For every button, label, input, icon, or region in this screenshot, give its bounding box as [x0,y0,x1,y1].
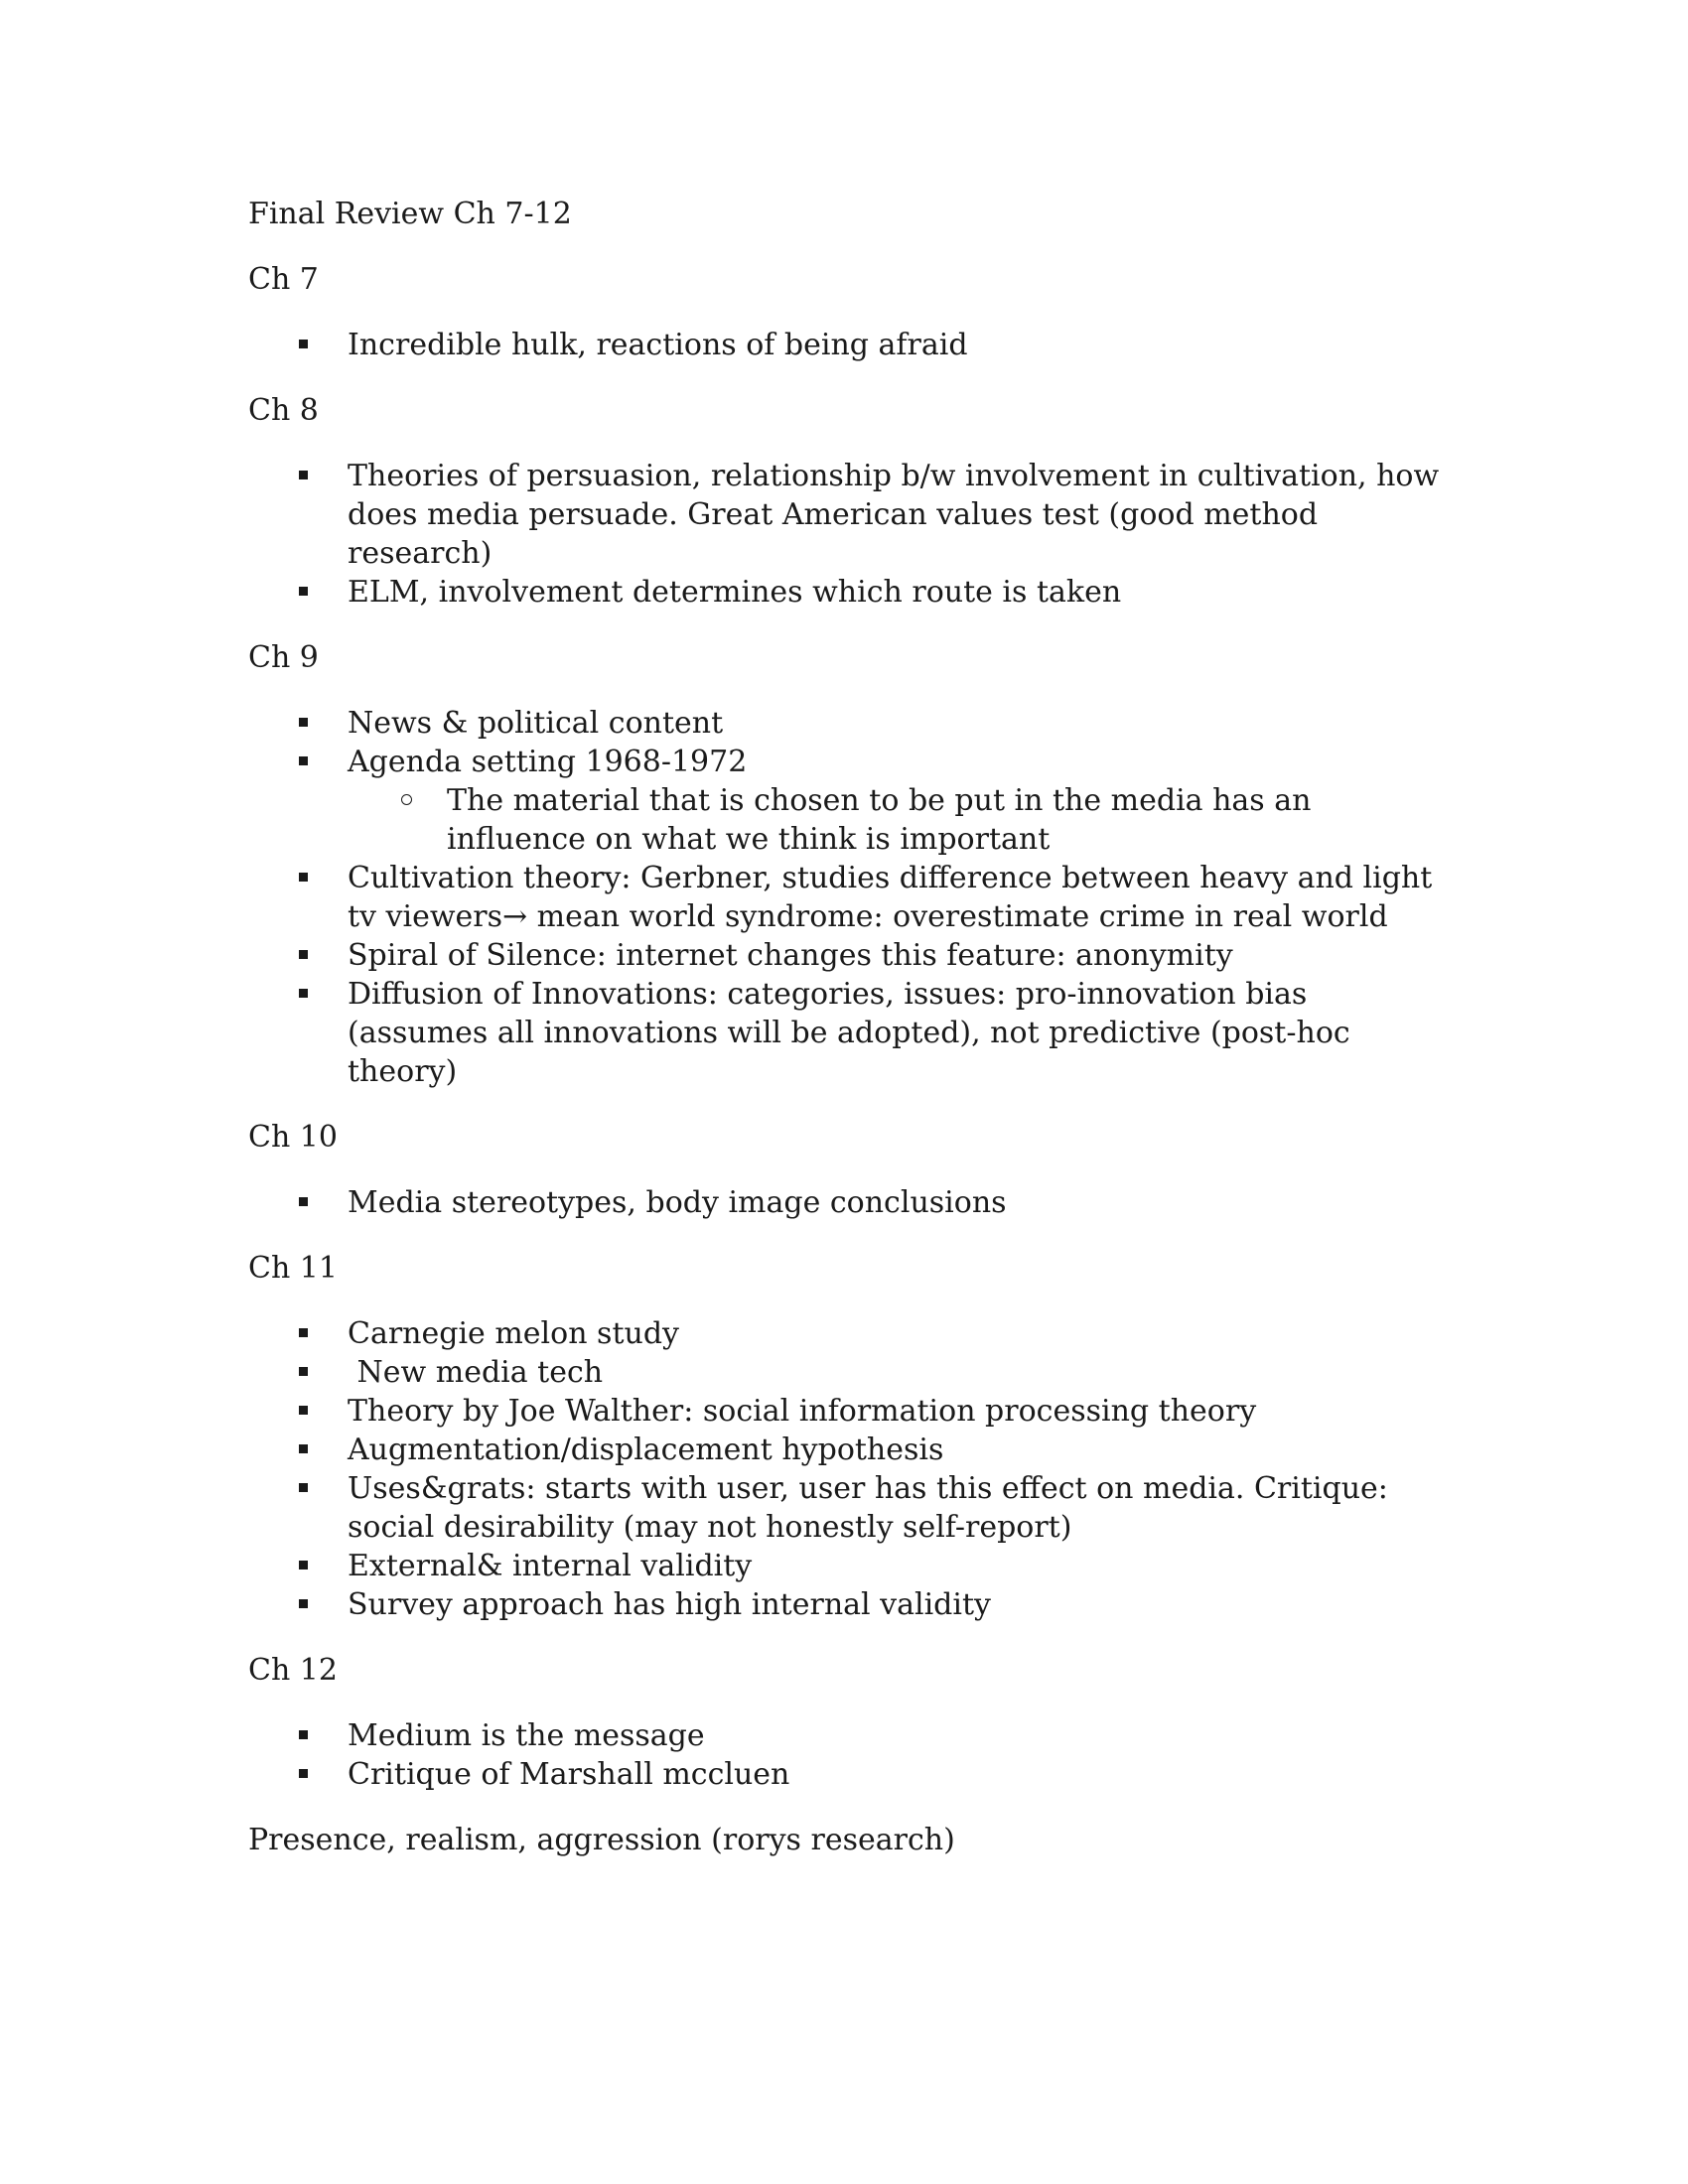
chapter-8 [248,391,1440,612]
square-bullet-icon [299,1483,308,1492]
bullet-list [248,704,1440,1091]
chapter-7 [248,260,1440,364]
list-item: Spiral of Silence: internet changes this feature: anonymity [348,936,1440,975]
list-item: ELM, involvement determines which route is taken [348,573,1440,612]
square-bullet-icon [299,718,308,727]
bullet-list [248,1716,1440,1794]
chapter-heading: Ch 10 [248,1120,338,1155]
square-bullet-icon [299,1444,308,1453]
square-bullet-icon [299,340,308,348]
circle-bullet-icon [401,794,412,805]
document-page [248,195,1440,1859]
chapter-9 [248,638,1440,1091]
bullet-list [248,1183,1440,1222]
square-bullet-icon [299,1367,308,1376]
chapter-heading: Ch 11 [248,1251,338,1286]
list-item: Incredible hulk, reactions of being afraid [348,326,1440,364]
square-bullet-icon [299,1769,308,1778]
chapter-12 [248,1651,1440,1794]
square-bullet-icon [299,587,308,596]
list-item: Media stereotypes, body image conclusions [348,1183,1440,1222]
chapter-heading: Ch 12 [248,1653,338,1688]
chapter-heading: Ch 9 [248,640,319,675]
list-item: Uses&grats: starts with user, user has this effect on media. Critique: social desirability (may not honestly self-report) [348,1469,1440,1547]
square-bullet-icon [299,471,308,479]
list-item: Agenda setting 1968-1972 The material that is chosen to be put in the media has an influence on what we think is important [348,743,1440,859]
square-bullet-icon [299,989,308,998]
square-bullet-icon [299,1599,308,1608]
list-item: Theories of persuasion, relationship b/w involvement in cultivation, how does media persuade. Great American values test (good method research) [348,457,1440,573]
chapter-11 [248,1249,1440,1624]
list-item: External& internal validity [348,1547,1440,1585]
bullet-list [248,457,1440,612]
sub-bullet-list [348,781,1440,859]
closing-note: Presence, realism, aggression (rorys research) [248,1823,955,1857]
bullet-list [248,326,1440,364]
list-item: Diffusion of Innovations: categories, issues: pro-innovation bias (assumes all innovations will be adopted), not predictive (post-hoc theory) [348,975,1440,1091]
list-item: New media tech [348,1353,1440,1392]
square-bullet-icon [299,1328,308,1337]
square-bullet-icon [299,1730,308,1739]
list-item: Critique of Marshall mccluen [348,1755,1440,1794]
square-bullet-icon [299,1197,308,1206]
list-item: Survey approach has high internal validity [348,1585,1440,1624]
list-item: Augmentation/displacement hypothesis [348,1431,1440,1469]
chapter-heading: Ch 8 [248,393,319,428]
list-item: Theory by Joe Walther: social information processing theory [348,1392,1440,1431]
list-item: Carnegie melon study [348,1314,1440,1353]
chapter-heading: Ch 7 [248,262,319,297]
list-item: News & political content [348,704,1440,743]
bullet-list [248,1314,1440,1624]
list-item: Medium is the message [348,1716,1440,1755]
square-bullet-icon [299,1406,308,1415]
square-bullet-icon [299,1561,308,1570]
chapter-10 [248,1118,1440,1222]
square-bullet-icon [299,950,308,959]
list-item: Cultivation theory: Gerbner, studies difference between heavy and light tv viewers→ mean world syndrome: overestimate crime in real world [348,859,1440,936]
square-bullet-icon [299,756,308,765]
sub-list-item: The material that is chosen to be put in the media has an influence on what we think is important [447,781,1440,859]
document-title: Final Review Ch 7-12 [248,197,572,231]
square-bullet-icon [299,873,308,882]
